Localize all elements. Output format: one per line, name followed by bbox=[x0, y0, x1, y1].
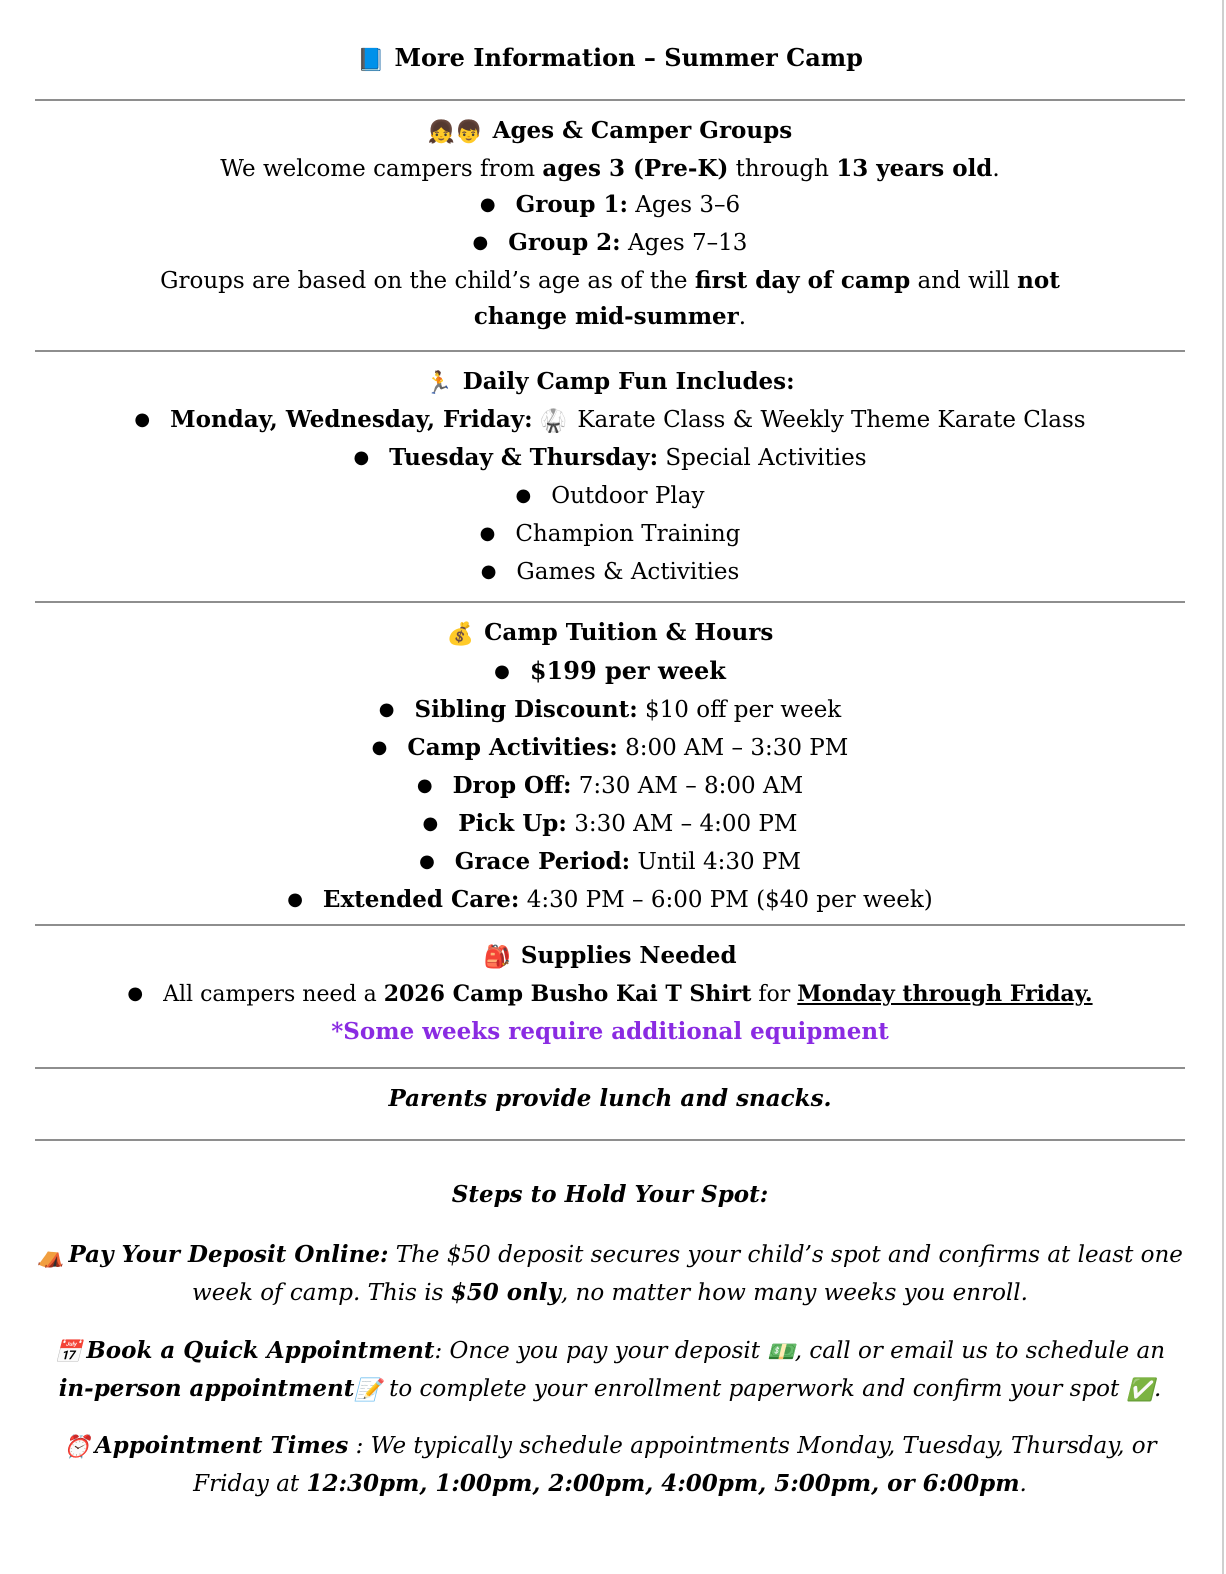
steps-section bbox=[35, 1177, 1185, 1213]
ages-section bbox=[35, 113, 1185, 335]
tuition-heading-text: Camp Tuition & Hours bbox=[484, 619, 774, 646]
tuition-heading bbox=[35, 615, 1185, 653]
ages-note-bold1: first day of camp bbox=[694, 267, 911, 294]
ages-note bbox=[35, 263, 1185, 335]
daily-value: Special Activities bbox=[658, 445, 867, 471]
group-value: Ages 3–6 bbox=[627, 192, 741, 218]
tuition-value: Until 4:30 PM bbox=[630, 849, 801, 875]
deposit-amount: $50 only bbox=[450, 1279, 561, 1306]
lunch-section bbox=[35, 1081, 1185, 1117]
ages-heading bbox=[35, 113, 1185, 151]
divider bbox=[35, 350, 1185, 352]
group-item bbox=[35, 225, 1185, 263]
activity-item bbox=[35, 554, 1185, 592]
supplies-item bbox=[35, 976, 1185, 1014]
group-label: Group 1: bbox=[515, 191, 628, 218]
daily-label: Tuesday & Thursday: bbox=[389, 444, 659, 471]
appointment-step bbox=[35, 1333, 1185, 1409]
blue-book-icon: 📘 bbox=[357, 47, 385, 73]
lunch-note: Parents provide lunch and snacks. bbox=[388, 1085, 832, 1112]
tuition-item bbox=[35, 692, 1185, 730]
price-item bbox=[35, 653, 1185, 692]
ages-intro-end: . bbox=[992, 156, 1000, 182]
daily-item bbox=[35, 402, 1185, 440]
tuition-label: Pick Up: bbox=[458, 810, 567, 837]
camping-tent-icon: ⛺ bbox=[37, 1244, 65, 1269]
daily-section bbox=[35, 364, 1185, 592]
appointment-label: Book a Quick Appointment bbox=[86, 1337, 435, 1364]
tuition-value: 8:00 AM – 3:30 PM bbox=[617, 735, 849, 761]
ages-max: 13 years old bbox=[836, 155, 993, 182]
steps-heading: Steps to Hold Your Spot: bbox=[451, 1181, 769, 1208]
ages-note-text: Groups are based on the child’s age as of the bbox=[160, 268, 695, 294]
tuition-item bbox=[35, 768, 1185, 806]
daily-heading-text: Daily Camp Fun Includes: bbox=[462, 368, 795, 395]
group-item bbox=[35, 187, 1185, 225]
alarm-clock-icon: ⏰ bbox=[63, 1435, 91, 1460]
supplies-section bbox=[35, 938, 1185, 1050]
martial-arts-uniform-icon: 🥋 bbox=[539, 409, 568, 434]
times-text-end: . bbox=[1019, 1471, 1027, 1497]
tuition-item bbox=[35, 730, 1185, 768]
divider bbox=[35, 99, 1185, 101]
tuition-value: $10 off per week bbox=[637, 697, 842, 723]
activity-text: Outdoor Play bbox=[551, 483, 705, 509]
supplies-text-mid: for bbox=[751, 982, 798, 1007]
group-label: Group 2: bbox=[508, 229, 621, 256]
daily-label: Monday, Wednesday, Friday: bbox=[170, 406, 533, 433]
times-label: Appointment Times bbox=[94, 1432, 349, 1459]
ages-min: ages 3 (Pre-K) bbox=[542, 155, 729, 182]
times-step bbox=[35, 1428, 1185, 1502]
daily-item bbox=[35, 440, 1185, 478]
memo-icon: 📝 bbox=[354, 1378, 382, 1403]
divider bbox=[35, 924, 1185, 926]
tuition-value: 3:30 AM – 4:00 PM bbox=[566, 811, 798, 837]
supplies-heading bbox=[35, 938, 1185, 976]
deposit-label: Pay Your Deposit Online: bbox=[68, 1241, 389, 1268]
ages-intro bbox=[35, 151, 1185, 187]
ages-note-bold2: not change mid-summer bbox=[473, 267, 1060, 330]
tuition-label: Grace Period: bbox=[454, 848, 631, 875]
page-edge bbox=[1222, 0, 1224, 1574]
page-title-text: More Information – Summer Camp bbox=[394, 43, 863, 72]
check-mark-icon: ✅ bbox=[1126, 1378, 1154, 1403]
divider bbox=[35, 1139, 1185, 1141]
supplies-text: All campers need a bbox=[163, 982, 384, 1007]
dollar-banknote-icon: 💵 bbox=[767, 1340, 795, 1365]
calendar-icon: 📅 bbox=[54, 1340, 83, 1365]
page-title bbox=[35, 40, 1185, 78]
appointment-text-end: . bbox=[1154, 1376, 1162, 1402]
activity-text: Games & Activities bbox=[516, 559, 740, 585]
appointment-text2: , call or email us to schedule an bbox=[794, 1338, 1166, 1364]
price-text: $199 per week bbox=[529, 656, 726, 685]
supplies-heading-text: Supplies Needed bbox=[520, 942, 737, 969]
ages-intro-mid: through bbox=[728, 156, 837, 182]
tuition-section bbox=[35, 615, 1185, 920]
daily-heading bbox=[35, 364, 1185, 402]
tuition-label: Camp Activities: bbox=[407, 734, 618, 761]
supplies-days: Monday through Friday. bbox=[797, 981, 1093, 1007]
appointment-type: in-person appointment bbox=[58, 1375, 355, 1402]
times-text: : We typically schedule appointments Monday, Tuesday, Thursday, or Friday at bbox=[193, 1433, 1157, 1497]
activity-item bbox=[35, 478, 1185, 516]
tuition-item bbox=[35, 882, 1185, 920]
money-bag-icon: 💰 bbox=[446, 622, 475, 647]
divider bbox=[35, 1067, 1185, 1069]
tuition-label: Drop Off: bbox=[452, 772, 572, 799]
tuition-item bbox=[35, 806, 1185, 844]
backpack-icon: 🎒 bbox=[483, 945, 511, 970]
ages-note-mid: and will bbox=[910, 268, 1018, 294]
tuition-item bbox=[35, 844, 1185, 882]
deposit-step bbox=[35, 1237, 1185, 1311]
tuition-label: Extended Care: bbox=[322, 886, 520, 913]
appointment-text: : Once you pay your deposit bbox=[434, 1338, 768, 1364]
supplies-note: *Some weeks require additional equipment bbox=[331, 1018, 889, 1045]
divider bbox=[35, 601, 1185, 603]
ages-note-end: . bbox=[738, 304, 747, 330]
activity-item bbox=[35, 516, 1185, 554]
ages-heading-text: Ages & Camper Groups bbox=[492, 117, 793, 144]
daily-value: Karate Class & Weekly Theme Karate Class bbox=[577, 407, 1086, 433]
times-list: 12:30pm, 1:00pm, 2:00pm, 4:00pm, 5:00pm, or 6:00pm bbox=[306, 1470, 1020, 1497]
girl-boy-icon: 👧👦 bbox=[427, 120, 483, 145]
tuition-value: 7:30 AM – 8:00 AM bbox=[571, 773, 804, 799]
running-person-icon: 🏃 bbox=[425, 371, 453, 396]
appointment-text3: to complete your enrollment paperwork and confirm your spot bbox=[381, 1376, 1127, 1402]
tuition-label: Sibling Discount: bbox=[414, 696, 638, 723]
tuition-value: 4:30 PM – 6:00 PM ($40 per week) bbox=[519, 887, 933, 913]
group-value: Ages 7–13 bbox=[620, 230, 748, 256]
deposit-text-end: , no matter how many weeks you enroll. bbox=[560, 1280, 1028, 1306]
activity-text: Champion Training bbox=[515, 521, 741, 547]
tshirt-name: 2026 Camp Busho Kai T Shirt bbox=[383, 981, 752, 1007]
deposit-text: The $50 deposit secures your child’s spot and confirms at least one week of camp. This is bbox=[192, 1242, 1183, 1306]
ages-intro-text: We welcome campers from bbox=[220, 156, 543, 182]
